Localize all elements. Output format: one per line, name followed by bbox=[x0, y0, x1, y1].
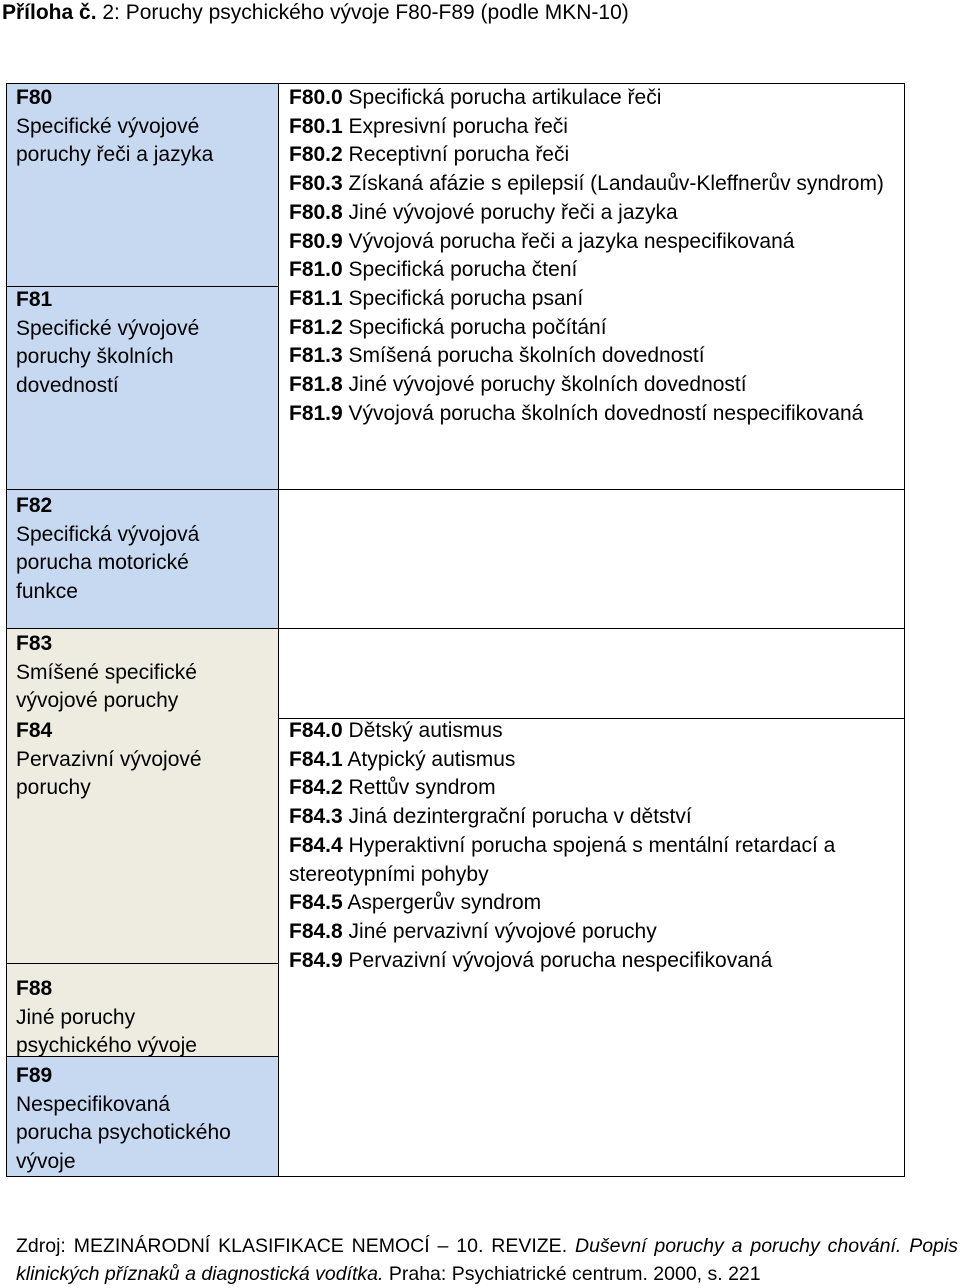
diagnosis-text: Specifická porucha čtení bbox=[342, 258, 578, 282]
diagnosis-item bbox=[289, 803, 889, 832]
category-f84 bbox=[16, 717, 202, 803]
title-rest: 2: Poruchy psychického vývoje F80-F89 (podle MKN-10) bbox=[96, 1, 629, 24]
diagnosis-code: F81.0 bbox=[289, 258, 343, 282]
diagnosis-item bbox=[289, 774, 889, 803]
category-code: F81 bbox=[16, 288, 53, 311]
category-name: Jiné poruchy psychického vývoje bbox=[16, 1005, 197, 1058]
diagnosis-item bbox=[289, 832, 889, 889]
category-code: F88 bbox=[16, 977, 53, 1000]
diagnosis-text: Aspergerův syndrom bbox=[342, 891, 542, 915]
diagnosis-code: F84.2 bbox=[289, 776, 343, 800]
diagnosis-text: Jiné vývojové poruchy školních dovedností bbox=[342, 373, 747, 397]
diagnosis-item bbox=[289, 918, 889, 947]
diagnosis-code: F81.8 bbox=[289, 373, 343, 397]
diagnosis-text: Receptivní porucha řeči bbox=[342, 143, 570, 167]
category-code: F83 bbox=[16, 632, 53, 655]
category-f83 bbox=[16, 630, 197, 716]
citation-lead: Zdroj: MEZINÁRODNÍ KLASIFIKACE NEMOCÍ – 10. REVIZE. bbox=[16, 1235, 575, 1257]
category-name: Specifická vývojová porucha motorické funkce bbox=[16, 522, 200, 604]
diagnosis-text: Smíšená porucha školních dovedností bbox=[342, 344, 705, 368]
diagnosis-code: F81.2 bbox=[289, 315, 343, 339]
diagnosis-text: Získaná afázie s epilepsií (Landauův-Kleffnerův syndrom) bbox=[342, 172, 884, 196]
category-name: Specifické vývojové poruchy řeči a jazyka bbox=[16, 114, 214, 167]
category-name: Nespecifikovaná porucha psychotického vývoje bbox=[16, 1092, 231, 1174]
diagnosis-item bbox=[289, 199, 889, 228]
diagnosis-text: Jiná dezintergrační porucha v dětství bbox=[342, 805, 692, 829]
diagnosis-text: Expresivní porucha řeči bbox=[342, 114, 568, 138]
category-code: F80 bbox=[16, 86, 53, 109]
diagnosis-code: F80.8 bbox=[289, 200, 343, 224]
diagnosis-item bbox=[289, 141, 889, 170]
diagnosis-text: Atypický autismus bbox=[342, 747, 516, 771]
category-code: F84 bbox=[16, 719, 53, 742]
diagnosis-item bbox=[289, 371, 889, 400]
category-column bbox=[6, 83, 279, 1177]
diagnosis-item bbox=[289, 84, 889, 113]
diagnosis-text: Jiné pervazivní vývojové poruchy bbox=[342, 919, 657, 943]
category-f80 bbox=[16, 84, 213, 170]
diagnosis-code: F84.8 bbox=[289, 919, 343, 943]
diagnosis-code: F81.3 bbox=[289, 344, 343, 368]
diagnosis-item bbox=[289, 889, 889, 918]
diagnosis-code: F81.9 bbox=[289, 401, 343, 425]
category-f89 bbox=[16, 1062, 231, 1177]
diagnosis-code: F84.0 bbox=[289, 719, 343, 742]
diagnosis-code: F84.3 bbox=[289, 805, 343, 829]
diagnosis-item bbox=[289, 285, 889, 314]
diagnosis-item bbox=[289, 256, 889, 285]
diagnosis-code: F80.9 bbox=[289, 229, 343, 253]
diagnosis-column bbox=[278, 83, 905, 1177]
diagnosis-list-f84 bbox=[289, 717, 889, 975]
diagnosis-code: F80.1 bbox=[289, 114, 343, 138]
category-name: Smíšené specifické vývojové poruchy bbox=[16, 660, 197, 713]
diagnosis-text: Specifická porucha psaní bbox=[342, 286, 584, 310]
diagnosis-item bbox=[289, 947, 889, 976]
diagnosis-code: F84.4 bbox=[289, 833, 343, 857]
diagnosis-text: Vývojová porucha školních dovedností nespecifikovaná bbox=[342, 401, 864, 425]
diagnosis-text: Pervazivní vývojová porucha nespecifikovaná bbox=[342, 948, 773, 972]
diagnosis-code: F80.0 bbox=[289, 86, 343, 109]
category-name: Specifické vývojové poruchy školních dovedností bbox=[16, 316, 200, 398]
citation-tail: Praha: Psychiatrické centrum. 2000, s. 221 bbox=[383, 1263, 761, 1285]
diagnosis-item bbox=[289, 228, 889, 257]
diagnosis-item bbox=[289, 746, 889, 775]
diagnosis-code: F84.9 bbox=[289, 948, 343, 972]
category-name: Pervazivní vývojové poruchy bbox=[16, 747, 202, 800]
diagnosis-list-f80-f81 bbox=[289, 84, 889, 428]
category-f88 bbox=[16, 975, 197, 1061]
diagnosis-item bbox=[289, 113, 889, 142]
category-code: F82 bbox=[16, 494, 53, 517]
diagnosis-text: Hyperaktivní porucha spojená s mentální retardací a stereotypními pohyby bbox=[289, 833, 836, 886]
diagnosis-item bbox=[289, 342, 889, 371]
diagnosis-code: F80.3 bbox=[289, 172, 343, 196]
page-title bbox=[2, 0, 629, 26]
diagnosis-item bbox=[289, 717, 889, 746]
diagnosis-cell-f82 bbox=[278, 490, 904, 629]
diagnosis-code: F81.1 bbox=[289, 286, 343, 310]
source-citation bbox=[16, 1232, 958, 1288]
title-bold: Příloha č. bbox=[2, 1, 97, 24]
diagnosis-code: F84.5 bbox=[289, 891, 343, 915]
diagnosis-text: Vývojová porucha řeči a jazyka nespecifikovaná bbox=[342, 229, 795, 253]
category-f81 bbox=[16, 286, 199, 401]
diagnosis-text: Rettův syndrom bbox=[342, 776, 496, 800]
diagnosis-code: F80.2 bbox=[289, 143, 343, 167]
diagnosis-item bbox=[289, 314, 889, 343]
category-f82 bbox=[16, 492, 199, 607]
diagnosis-text: Specifická porucha počítání bbox=[342, 315, 607, 339]
diagnosis-code: F84.1 bbox=[289, 747, 343, 771]
diagnosis-text: Dětský autismus bbox=[342, 719, 503, 742]
diagnosis-text: Jiné vývojové poruchy řeči a jazyka bbox=[342, 200, 678, 224]
citation-italic: Duševní poruchy a poruchy chování. Popis klinických příznaků a diagnostická vodítka. bbox=[16, 1235, 958, 1285]
diagnosis-item bbox=[289, 400, 889, 429]
diagnosis-item bbox=[289, 170, 889, 199]
category-code: F89 bbox=[16, 1064, 53, 1087]
diagnosis-cell-f83 bbox=[278, 629, 904, 719]
diagnosis-text: Specifická porucha artikulace řeči bbox=[342, 86, 662, 109]
